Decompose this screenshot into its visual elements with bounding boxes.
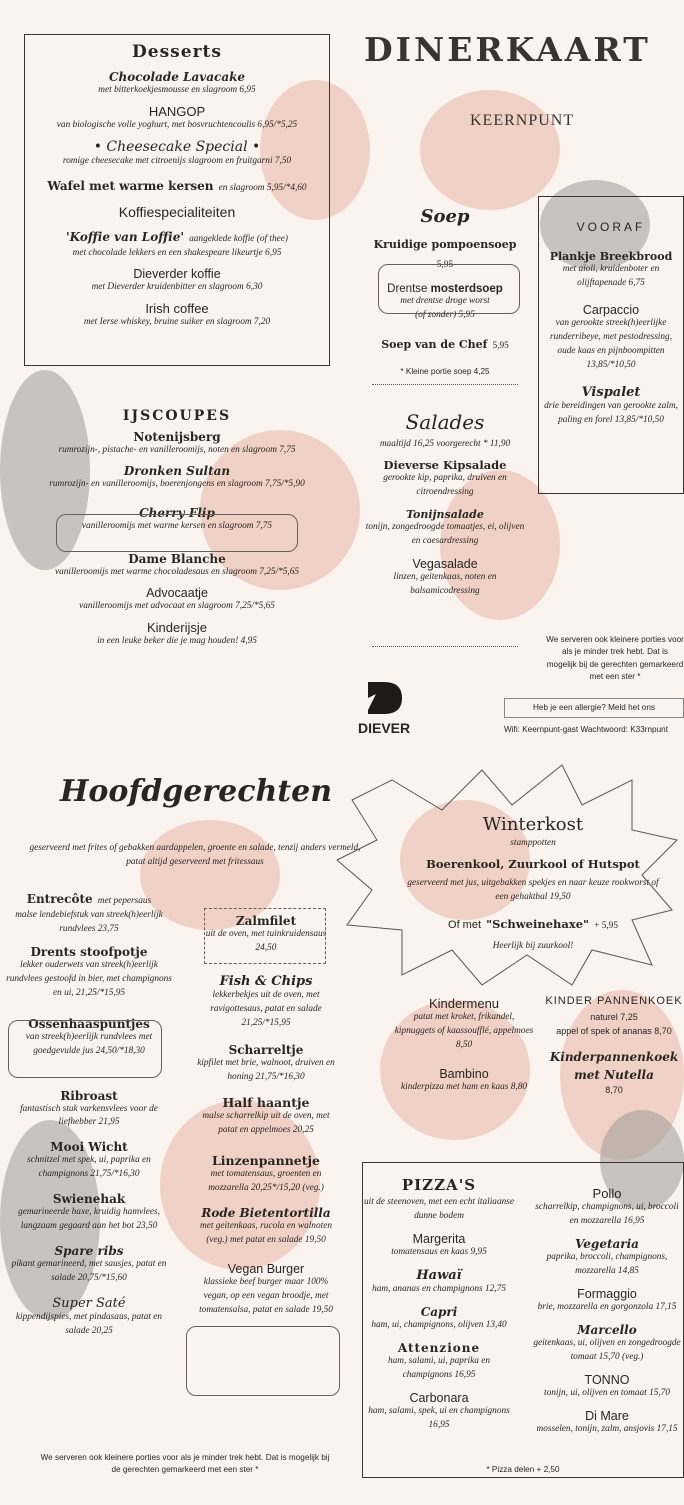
hoofd-item <box>4 1192 174 1234</box>
pizza-name: Margerita <box>412 1231 466 1246</box>
pizza-heading: PIZZA'S <box>401 1176 477 1194</box>
pizza-left-column <box>364 1176 514 1432</box>
ijs-desc: vanilleroomijs met warme chocoladesaus en slagroom 7,25/*5,65 <box>54 566 300 577</box>
pizza-desc: ham, salami, spek, ui en champignons 16,95 <box>368 1405 510 1430</box>
hoofd-desc: van streek(h)eerlijk rundvlees met goedgevulde jus 24,50/*18,30 <box>25 1031 153 1056</box>
pizza-right-column <box>530 1186 684 1436</box>
kinderpannenkoek <box>544 994 684 1098</box>
smaller-portions-note-bottom: We serveren ook kleinere porties voor als je minder trek hebt. Dat is mogelijk bij de gerechten gemarkeerd met een ster * <box>40 1453 330 1475</box>
pizza-item <box>530 1323 684 1365</box>
ijs-desc: rumrozijn- en vanilleroomijs, boerenjongens en slagroom 7,75/*5,90 <box>49 478 305 489</box>
ijs-desc: rumrozijn-, pistache- en vanilleroomijs, noten en slagroom 7,75 <box>58 445 296 455</box>
page-title: DINERKAART <box>364 30 651 69</box>
hoofd-name: Spare ribs <box>54 1244 124 1259</box>
pizza-desc: paprika, broccoli, champignons, mozzarella 14,85 <box>546 1251 668 1276</box>
pizza-name: Di Mare <box>585 1408 629 1423</box>
pizza-desc: brie, mozzarella en gorgonzola 17,15 <box>537 1301 677 1312</box>
vegan-burger-frame <box>186 1326 340 1396</box>
pizza-name: Attenzione <box>397 1340 481 1355</box>
dessert-item <box>24 301 330 330</box>
koffie-heading: Koffiespecialiteiten <box>118 203 236 220</box>
drentse-frame <box>378 264 520 314</box>
vooraf-desc: van gerookte streek(h)eerlijke runderribeye, met pestodressing, oude kaas en pijnboompitten 13,85/*10,50 <box>549 317 673 370</box>
nutella-name: Kinderpannenkoek met Nutella <box>549 1050 679 1083</box>
pizza-item <box>364 1341 514 1383</box>
pizza-item <box>364 1305 514 1333</box>
hoofd-desc: pikant gemarineerd, met sausjes, patat en salade 20,75/*15,60 <box>11 1259 167 1284</box>
hoofd-name: Ossenhaaspuntjes <box>28 1016 150 1031</box>
hoofd-item <box>4 945 174 1001</box>
ijscoupes-heading: IJSCOUPES <box>122 408 232 424</box>
soep-name: Drentse <box>387 282 431 295</box>
ijs-item <box>30 552 324 580</box>
soep-price: 5,95 <box>492 340 509 351</box>
dessert-name: Irish coffee <box>145 300 209 316</box>
salade-name: Tonijnsalade <box>406 507 484 521</box>
pizza-name: Pollo <box>592 1186 622 1201</box>
hoofd-name: Linzenpannetje <box>212 1153 320 1169</box>
ijs-name: Kinderijsje <box>147 619 207 635</box>
pizza-desc: mosselen, tonijn, zalm, ansjovis 17,15 <box>536 1423 678 1434</box>
hoofd-desc: met geitenkaas, rucola en walnoten (veg.) met patat en salade 19,50 <box>200 1221 332 1246</box>
restaurant-logo: KEERNPUNT <box>470 112 575 129</box>
wifi-info: Wifi: Keernpunt-gast Wachtwoord: K33rnpunt <box>504 725 668 734</box>
winterkost-dish: Boerenkool, Zuurkool of Hutspot <box>426 856 640 871</box>
dessert-name: • Cheesecake Special • <box>93 138 261 155</box>
salade-name: Dieverse Kipsalade <box>383 457 507 472</box>
hoofd-item <box>4 1244 174 1286</box>
hoofd-name-suffix: met pepersaus <box>97 896 152 906</box>
hoofd-desc: uit de oven, met tuinkruidensaus 24,50 <box>205 929 327 953</box>
soep-desc: met drentse droge worst <box>400 295 490 306</box>
pizza-desc: tonijn, ui, olijven en tomaat 15,70 <box>543 1387 670 1398</box>
hoofdgerechten-sub: geserveerd met frites of gebakken aardappelen, groente en salade, tenzij anders vermeld, patat altijd geserveerd met fritessaus <box>29 843 361 867</box>
hoofd-desc: malse scharrelkip uit de oven, met patat en appelmoes 20,25 <box>202 1110 330 1135</box>
salade-desc: tonijn, zongedroogde tomaatjes, ei, olijven en caesardressing <box>365 521 525 546</box>
hoofd-item <box>196 974 336 1031</box>
soep-desc: (of zonder) 5,95 <box>415 309 475 320</box>
soep-name-bold: mosterdsoep <box>430 282 503 295</box>
nutella-price: 8,70 <box>605 1085 623 1096</box>
allergy-note: Heb je een allergie? Meld het ons <box>504 698 684 718</box>
dessert-desc: van biologische volle yoghurt, met bosvruchtencoulis 6,95/*5,25 <box>56 119 298 130</box>
hoofd-desc: fantastisch stuk varkensvlees voor de liefhebber 21,95 <box>20 1103 158 1128</box>
pizza-name: Marcello <box>577 1322 637 1337</box>
pizza-item <box>530 1287 684 1315</box>
hoofd-item <box>4 1089 174 1131</box>
hoofd-desc: lekker ouderwets van streek(h)eerlijk rundvlees gestoofd in bier, met champignons en ui, 21,25/*15,95 <box>6 959 172 998</box>
pizza-name: Formaggio <box>577 1286 637 1301</box>
pizza-desc: ham, salami, ui, paprika en champignons 16,95 <box>387 1355 490 1380</box>
dessert-desc: met bitterkoekjesmousse en slagroom 6,95 <box>98 85 256 95</box>
ijs-item <box>30 430 324 458</box>
desserts-heading: Desserts <box>132 42 222 62</box>
salades-heading: Salades <box>405 410 485 434</box>
dessert-item <box>24 70 330 98</box>
hoofd-desc: schnitzel met spek, ui, paprika en champignons 21,75/*16,30 <box>27 1155 151 1180</box>
pannenkoek-price: appel of spek of ananas 8,70 <box>556 1025 672 1036</box>
pizza-desc: scharrelkip, champignons, ui, broccoli en mozzarella 16,95 <box>535 1202 679 1226</box>
diever-text: DIEVER <box>358 720 411 736</box>
salade-item <box>364 508 526 549</box>
hoofdgerechten-heading: Hoofdgerechten <box>60 774 333 809</box>
ijs-item <box>30 586 324 614</box>
hoofd-desc: lekkerbekjes uit de oven, met ravigottesaus, patat en salade 21,25/*15,95 <box>210 989 322 1028</box>
soep-heading: Soep <box>420 206 470 227</box>
vooraf-section <box>540 220 682 428</box>
hoofd-desc: malse lendebiefstuk van streek(h)eerlijk rundvlees 23,75 <box>15 909 163 934</box>
soep-name: Kruidige pompoensoep <box>373 238 517 251</box>
dessert-desc: en slagroom 5,95/*4,60 <box>218 182 307 193</box>
vooraf-name: Plankje Breekbrood <box>549 250 673 263</box>
pizza-item <box>530 1373 684 1401</box>
hoofd-item <box>196 1043 336 1085</box>
dessert-name: Wafel met warme kersen <box>47 178 214 193</box>
hoofd-item <box>196 1095 336 1138</box>
vooraf-item <box>540 385 682 428</box>
winterkost-heading: Winterkost <box>482 814 584 835</box>
salade-name: Vegasalade <box>412 556 478 571</box>
vooraf-desc: drie bereidingen van gerookte zalm, paling en forel 13,85/*10,50 <box>544 400 678 425</box>
ijs-name: Cherry Flip <box>139 505 215 520</box>
pizza-item <box>364 1268 514 1297</box>
dessert-name: 'Koffie van Loffie' <box>66 229 185 244</box>
kindermenu-desc: patat met kroket, frikandel, kipnuggets of kaassoufflé, appelmoes 8,50 <box>394 1012 534 1050</box>
dessert-item <box>24 139 330 169</box>
soep-name: Soep van de Chef <box>381 337 488 351</box>
ijs-name: Dame Blanche <box>128 551 226 566</box>
salade-desc: gerookte kip, paprika, druiven en citroendressing <box>383 472 507 497</box>
pizza-desc: ham, ananas en champignons 12,75 <box>372 1283 506 1294</box>
pizza-name: Carbonara <box>409 1390 469 1405</box>
hoofd-name: Rode Bietentortilla <box>201 1206 331 1221</box>
hoofd-name: Scharreltje <box>228 1042 304 1057</box>
dessert-name: Chocolade Lavacake <box>108 70 246 84</box>
hoofd-desc: kipfilet met brie, walnoot, druiven en honing 21,75/*16,30 <box>197 1057 335 1082</box>
soep-item <box>370 333 520 354</box>
salade-desc: linzen, geitenkaas, noten en balsamicodressing <box>393 571 497 596</box>
bambino-name: Bambino <box>439 1066 489 1081</box>
pizza-desc: tomatensaus en kaas 9,95 <box>391 1246 487 1257</box>
vooraf-heading: VOORAF <box>576 220 646 234</box>
pannenkoek-price: naturel 7,25 <box>590 1012 638 1023</box>
hoofd-name: Half haantje <box>222 1094 310 1110</box>
pizza-name: Capri <box>420 1304 458 1319</box>
dessert-desc: aangeklede koffie (of thee) <box>189 233 288 244</box>
hoofd-item <box>4 1140 174 1182</box>
winterkost-desc: geserveerd met jus, uitgebakken spekjes en naar keuze rookworst of een gehaktbal 19,50 <box>407 877 659 902</box>
illustration-shape <box>420 90 560 210</box>
vooraf-desc: met aïoli, kruidenboter en olijftapenade 6,75 <box>562 264 660 288</box>
vooraf-name: Carpaccio <box>582 302 640 317</box>
diever-logo-icon <box>364 682 404 714</box>
schweinehaxe-price: + 5,95 <box>594 920 618 931</box>
dessert-desc: met Dieverder kruidenbitter en slagroom 6,30 <box>91 281 263 292</box>
schweinehaxe-name: "Schweinehaxe" <box>486 916 590 931</box>
hoofd-name: Swienehak <box>52 1192 126 1207</box>
smaller-portions-note: We serveren ook kleinere porties voor als je minder trek hebt. Dat is mogelijk bij de gerechten gemarkeerd met een ster * <box>546 635 684 681</box>
dessert-item <box>24 226 330 247</box>
dessert-desc: met chocolade lekkers en een shakespeare likeurtje 6,95 <box>72 247 282 258</box>
winterkost-sub: stamppotten <box>510 838 556 848</box>
ijs-desc: vanilleroomijs met advocaat en slagroom 7,25/*5,65 <box>79 600 275 611</box>
hoofd-item <box>4 1296 174 1339</box>
winterkost-section <box>400 814 666 954</box>
pizza-name: Hawaï <box>416 1267 462 1283</box>
vooraf-item <box>540 303 682 373</box>
pannenkoek-name: KINDER PANNENKOEK <box>545 995 683 1007</box>
bambino-desc: kinderpizza met ham en kaas 8,80 <box>400 1081 527 1092</box>
pizza-item <box>530 1409 684 1437</box>
pizza-item <box>530 1186 684 1229</box>
dessert-desc: romige cheesecake met citroenijs slagroom en fruitgarni 7,50 <box>62 155 292 166</box>
winterkost-tip: Heerlijk bij zuurkool! <box>492 940 574 951</box>
hoofd-desc: gemarineerde haxe, kruidig hamvlees, langzaam gegaard aan het bot 23,50 <box>18 1207 160 1232</box>
ijs-name: Notenijsberg <box>133 430 221 444</box>
hoofd-desc: klassieke beef burger maar 100% vegan, op een vegan broodje, met tomatensalsa, patat en salade 19,50 <box>199 1277 333 1316</box>
hoofd-desc: kippendijspies, met pindasaus, patat en salade 20,25 <box>15 1312 163 1336</box>
hoofd-item <box>196 1206 336 1248</box>
hoofd-left-column <box>4 888 174 1339</box>
ijs-desc: in een leuke beker die je mag houden! 4,95 <box>97 635 257 646</box>
hoofd-name: Ribroast <box>60 1088 118 1103</box>
divider <box>372 384 518 385</box>
hoofd-item <box>4 888 174 937</box>
dessert-name: HANGOP <box>148 103 206 119</box>
hoofd-name: Super Saté <box>52 1296 126 1311</box>
ijs-desc: vanilleroomijs met warme kersen en slagroom 7,75 <box>81 520 273 531</box>
hoofd-mid-column <box>196 914 336 1318</box>
salades-section <box>364 410 526 599</box>
pizza-sub: uit de steenoven, met een echt italiaanse dunne bodem <box>364 1197 514 1221</box>
dessert-item <box>24 267 330 295</box>
pizza-desc: geitenkaas, ui, olijven en zongedroogde tomaat 15,70 (veg.) <box>533 1337 681 1362</box>
pizza-desc: ham, ui, champignons, olijven 13,40 <box>371 1319 507 1330</box>
hoofd-name: Fish & Chips <box>219 973 313 989</box>
dessert-item <box>24 175 330 196</box>
ijs-item <box>30 620 324 649</box>
pizza-item <box>364 1391 514 1433</box>
hoofd-item <box>196 1153 336 1196</box>
hoofd-item <box>196 1262 336 1318</box>
soep-small-note: * Kleine portie soep 4,25 <box>400 366 490 376</box>
pizza-name: TONNO <box>584 1372 630 1387</box>
pizza-name: Vegetaria <box>575 1236 639 1251</box>
dessert-name: Dieverder koffie <box>133 266 221 281</box>
hoofd-name: Mooi Wicht <box>50 1140 128 1155</box>
hoofd-name: Zalmfilet <box>235 914 297 928</box>
salade-item <box>364 458 526 500</box>
desserts-section <box>24 42 330 330</box>
ijs-name: Dronken Sultan <box>123 463 231 478</box>
kindermenu-name: Kindermenu <box>428 996 500 1011</box>
winterkost-of-met: Of met <box>448 918 482 931</box>
cherry-flip-frame <box>56 514 298 552</box>
hoofd-name: Drents stoofpotje <box>30 944 148 959</box>
salades-sub: maaltijd 16,25 voorgerecht * 11,90 <box>379 439 511 449</box>
pizza-item <box>530 1237 684 1279</box>
ijs-item <box>30 464 324 492</box>
zalmfilet-frame <box>204 908 326 964</box>
vooraf-item <box>540 250 682 291</box>
divider <box>372 646 518 647</box>
vooraf-name: Vispalet <box>581 384 641 400</box>
hoofd-name: Vegan Burger <box>227 1262 305 1277</box>
pizza-item <box>364 1232 514 1260</box>
hoofd-desc: met tomatensaus, groenten en mozzarella 20,25*/15,20 (veg.) <box>208 1169 324 1194</box>
dessert-desc: met Ierse whiskey, bruine suiker en slagroom 7,20 <box>83 316 271 327</box>
dessert-item <box>24 104 330 133</box>
ossenhaas-frame <box>8 1020 162 1078</box>
pizza-delen-note: * Pizza delen + 2,50 <box>486 1465 560 1474</box>
ijs-name: Advocaatje <box>146 585 208 600</box>
salade-item <box>364 557 526 599</box>
hoofd-name: Entrecôte <box>26 892 93 906</box>
soep-price: 5,95 <box>436 260 454 270</box>
kindermenu <box>394 996 534 1095</box>
